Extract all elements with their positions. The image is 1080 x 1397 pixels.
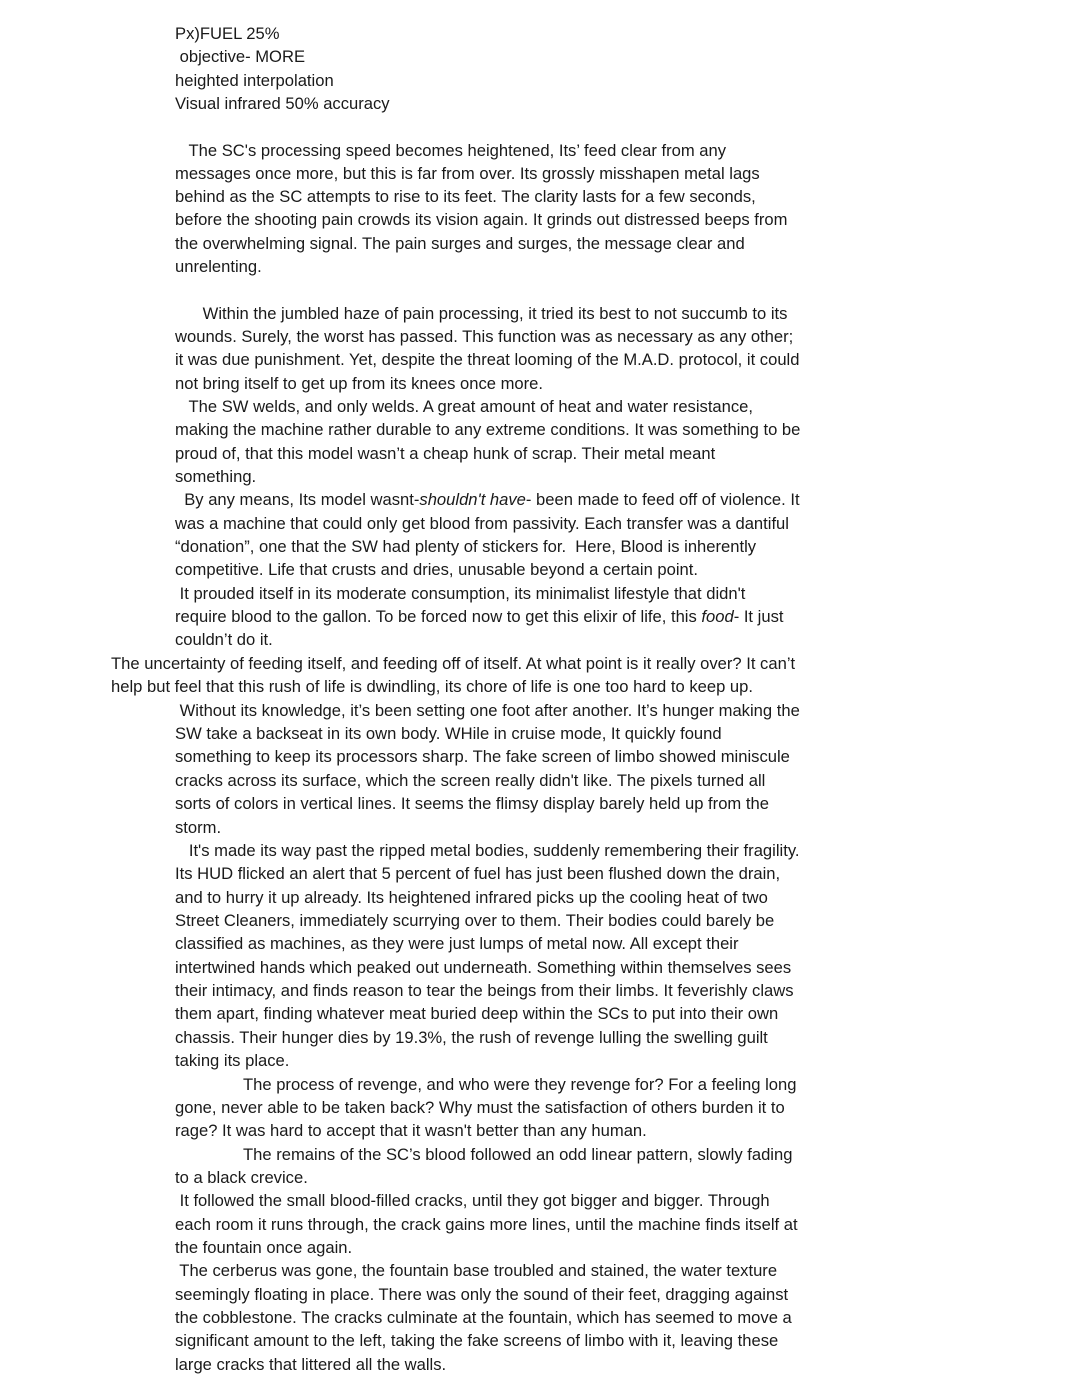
paragraph-line: it was due punishment. Yet, despite the threat looming of the M.A.D. protocol, it could (175, 350, 800, 369)
paragraph-line: help but feel that this rush of life is dwindling, its chore of life is one too hard to keep up. (111, 677, 754, 696)
paragraph-line: them apart, finding whatever meat buried deep within the SCs to put into their own (175, 1004, 779, 1023)
paragraph-line: The uncertainty of feeding itself, and feeding off of itself. At what point is it really over? It can’t (111, 654, 796, 673)
paragraph-line: before the shooting pain crowds its vision again. It grinds out distressed beeps from (175, 210, 788, 229)
paragraph-line: Without its knowledge, it’s been setting one foot after another. It’s hunger making the (175, 701, 800, 720)
paragraph-line: Within the jumbled haze of pain processing, it tried its best to not succumb to its (175, 304, 788, 323)
paragraph-line: messages once more, but this is far from over. Its grossly misshapen metal lags (175, 164, 760, 183)
paragraph-line: storm. (175, 818, 222, 837)
paragraph-line: Street Cleaners, immediately scurrying over to them. Their bodies could barely be (175, 911, 775, 930)
status-infrared: Visual infrared 50% accuracy (175, 94, 390, 113)
paragraph-line: large cracks that littered all the walls. (175, 1355, 447, 1374)
paragraph-line: their intimacy, and finds reason to tear the beings from their limbs. It feverishly claws (175, 981, 794, 1000)
paragraph-line: SW take a backseat in its own body. WHile in cruise mode, It quickly found (175, 724, 722, 743)
paragraph-line: sorts of colors in vertical lines. It seems the flimsy display barely held up from the (175, 794, 769, 813)
text-run: require blood to the gallon. To be forced now to get this elixir of life, this (175, 607, 702, 626)
paragraph-line: not bring itself to get up from its knees once more. (175, 374, 544, 393)
paragraph-line: to a black crevice. (175, 1168, 308, 1187)
emphasis-text: shouldn't have (419, 490, 526, 509)
paragraph-line: Its HUD flicked an alert that 5 percent of fuel has just been flushed down the drain, (175, 864, 781, 883)
paragraph-line: each room it runs through, the crack gains more lines, until the machine finds itself at (175, 1215, 798, 1234)
paragraph-line: classified as machines, as they were just lumps of metal now. All except their (175, 934, 739, 953)
paragraph-line: seemingly floating in place. There was only the sound of their feet, dragging against (175, 1285, 789, 1304)
paragraph-line: cracks across its surface, which the screen really didn't like. The pixels turned all (175, 771, 766, 790)
text-run: By any means, Its model wasnt- (175, 490, 420, 509)
paragraph-line: “donation”, one that the SW had plenty of stickers for. Here, Blood is inherently (175, 537, 757, 556)
paragraph-line: It prouded itself in its moderate consumption, its minimalist lifestyle that didn't (175, 584, 746, 603)
paragraph-line: behind as the SC attempts to rise to its feet. The clarity lasts for a few seconds, (175, 187, 756, 206)
paragraph-line: gone, never able to be taken back? Why must the satisfaction of others burden it to (175, 1098, 785, 1117)
emphasis-text: food (701, 607, 734, 626)
paragraph-line: and to hurry it up already. Its heightened infrared picks up the cooling heat of two (175, 888, 768, 907)
paragraph-line: chassis. Their hunger dies by 19.3%, the rush of revenge lulling the swelling guilt (175, 1028, 768, 1047)
status-interpolation: heighted interpolation (175, 71, 334, 90)
paragraph-line: The SC's processing speed becomes heightened, Its’ feed clear from any (175, 141, 727, 160)
paragraph-line (175, 605, 783, 628)
paragraph-line: wounds. Surely, the worst has passed. This function was as necessary as any other; (175, 327, 794, 346)
text-run: - been made to feed off of violence. It (525, 490, 800, 509)
paragraph-line: intertwined hands which peaked out underneath. Something within themselves sees (175, 958, 792, 977)
paragraph-line: was a machine that could only get blood from passivity. Each transfer was a dantiful (175, 514, 789, 533)
paragraph-line: The remains of the SC’s blood followed an odd linear pattern, slowly fading (243, 1145, 793, 1164)
paragraph-line: the fountain once again. (175, 1238, 353, 1257)
paragraph-line: couldn’t do it. (175, 630, 273, 649)
paragraph-line: unrelenting. (175, 257, 262, 276)
paragraph-line: making the machine rather durable to any extreme conditions. It was something to be (175, 420, 801, 439)
paragraph-line: something. (175, 467, 257, 486)
status-fuel: Px)FUEL 25% (175, 24, 280, 43)
paragraph-line: taking its place. (175, 1051, 290, 1070)
paragraph-line: rage? It was hard to accept that it wasn't better than any human. (175, 1121, 647, 1140)
paragraph-line: proud of, that this model wasn’t a cheap hunk of scrap. Their metal meant (175, 444, 716, 463)
paragraph-line: competitive. Life that crusts and dries, unusable beyond a certain point. (175, 560, 699, 579)
paragraph-line: The SW welds, and only welds. A great amount of heat and water resistance, (175, 397, 754, 416)
paragraph-line: The cerberus was gone, the fountain base troubled and stained, the water texture (175, 1261, 778, 1280)
paragraph-line: significant amount to the left, taking the fake screens of limbo with it, leaving these (175, 1331, 779, 1350)
paragraph-line: the cobblestone. The cracks culminate at the fountain, which has seemed to move a (175, 1308, 792, 1327)
paragraph-line: the overwhelming signal. The pain surges and surges, the message clear and (175, 234, 745, 253)
paragraph-line: It followed the small blood-filled cracks, until they got bigger and bigger. Through (175, 1191, 770, 1210)
text-run: - It just (733, 607, 784, 626)
status-objective: objective- MORE (175, 47, 306, 66)
paragraph-line: It's made its way past the ripped metal bodies, suddenly remembering their fragility. (175, 841, 800, 860)
paragraph-line: The process of revenge, and who were they revenge for? For a feeling long (243, 1075, 797, 1094)
paragraph-line (175, 488, 800, 511)
paragraph-line: something to keep its processors sharp. The fake screen of limbo showed miniscule (175, 747, 790, 766)
